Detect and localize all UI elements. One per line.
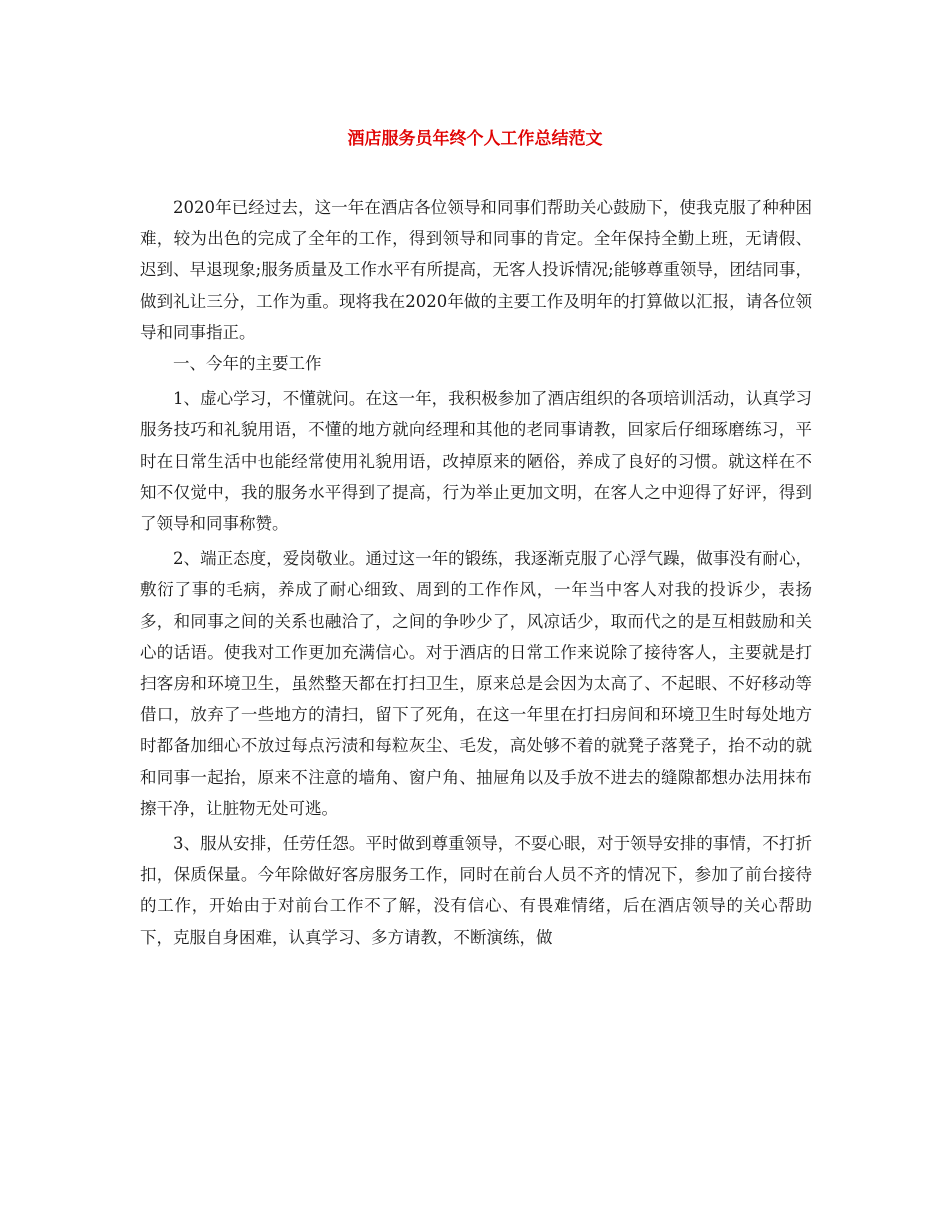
paragraph-item-2: 2、端正态度，爱岗敬业。通过这一年的锻练，我逐渐克服了心浮气躁，做事没有耐心，敷衍了事的毛病，养成了耐心细致、周到的工作作风，一年当中客人对我的投诉少，表扬多，和同事之间的关系也融洽了，之间的争吵少了，风凉话少，取而代之的是互相鼓励和关心的话语。使我对工作更加充满信心。对于酒店的日常工作来说除了接待客人，主要就是打扫客房和环境卫生，虽然整天都在打扫卫生，原来总是会因为太高了、不起眼、不好移动等借口，放弃了一些地方的清扫，留下了死角，在这一年里在打扫房间和环境卫生时每处地方时都备加细心不放过每点污渍和每粒灰尘、毛发，高处够不着的就凳子落凳子，抬不动的就和同事一起抬，原来不注意的墙角、窗户角、抽屉角以及手放不进去的缝隙都想办法用抹布擦干净，让脏物无处可逃。 [140,549,812,818]
document-title: 酒店服务员年终个人工作总结范文 [347,129,603,149]
paragraph-item-3: 3、服从安排，任劳任怨。平时做到尊重领导，不耍心眼，对于领导安排的事情，不打折扣，保质保量。今年除做好客房服务工作，同时在前台人员不齐的情况下，参加了前台接待的工作，开始由于对前台工作不了解，没有信心、有畏难情绪，后在酒店领导的关心帮助下，克服自身困难，认真学习、多方请教，不断演练，做 [140,834,812,947]
section-heading: 一、今年的主要工作 [173,354,322,374]
document-body [140,192,812,953]
paragraph-intro: 2020年已经过去，这一年在酒店各位领导和同事们帮助关心鼓励下，使我克服了种种困难，较为出色的完成了全年的工作，得到领导和同事的肯定。全年保持全勤上班，无请假、迟到、早退现象;服务质量及工作水平有所提高，无客人投诉情况;能够尊重领导，团结同事，做到礼让三分，工作为重。现将我在2020年做的主要工作及明年的打算做以汇报，请各位领导和同事指正。 [140,198,812,342]
paragraph-item-1: 1、虚心学习，不懂就问。在这一年，我积极参加了酒店组织的各项培训活动，认真学习服务技巧和礼貌用语，不懂的地方就向经理和其他的老同事请教，回家后仔细琢磨练习，平时在日常生活中也能经常使用礼貌用语，改掉原来的陋俗，养成了良好的习惯。就这样在不知不仅觉中，我的服务水平得到了提高，行为举止更加文明，在客人之中迎得了好评，得到了领导和同事称赞。 [140,389,812,534]
